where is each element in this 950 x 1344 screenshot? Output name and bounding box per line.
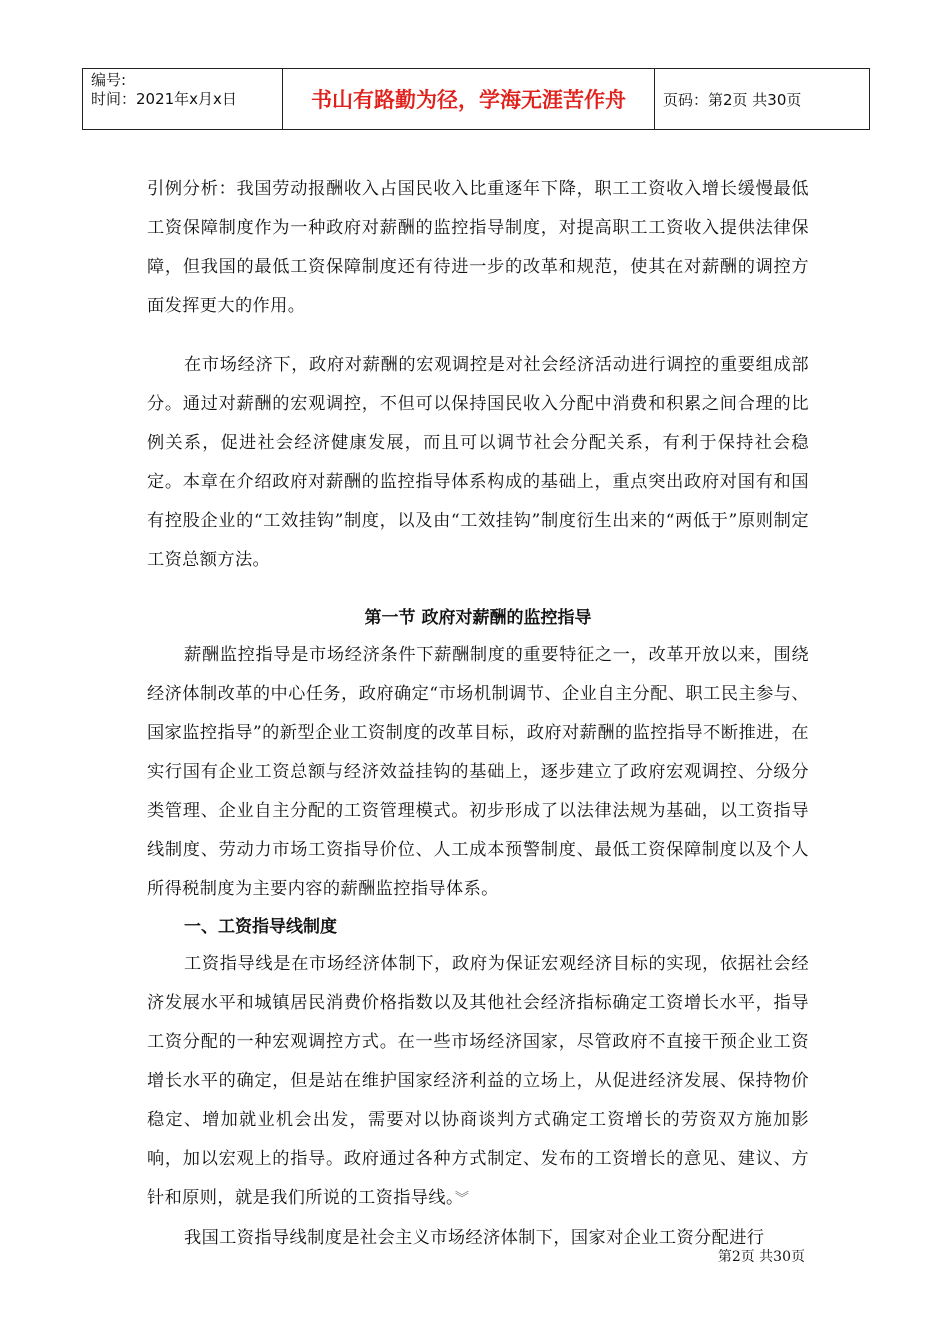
time-label: 时间：2021年x月x日 [91,90,237,108]
subsection-paragraph-1-text: 工资指导线是在市场经济体制下，政府为保证宏观经济目标的实现，依据社会经济发展水平和城镇居民消费价格指数以及其他社会经济指标确定工资增长水平，指导工资分配的一种宏观调控方式。在一些市场经济国家，尽管政府不直接干预企业工资增长水平的确定，但是站在维护国家经济利益的立场上，从促进经济发展、保持物价稳定、增加就业机会出发，需要对以协商谈判方式确定工资增长的劳资双方施加影响，加以宏观上的指导。政府通过各种方式制定、发布的工资增长的意见、建议、方针和原则，就是我们所说的工资指导线。 [147,954,809,1208]
section-paragraph: 薪酬监控指导是市场经济条件下薪酬制度的重要特征之一，改革开放以来，围绕经济体制改革的中心任务，政府确定“市场机制调节、企业自主分配、职工民主参与、国家监控指导”的新型企业工资制度的改革目标，政府对薪酬的监控指导不断推进，在实行国有企业工资总额与经济效益挂钩的基础上，逐步建立了政府宏观调控、分级分类管理、企业自主分配的工资管理模式。初步形成了以法律法规为基础，以工资指导线制度、劳动力市场工资指导价位、人工成本预警制度、最低工资保障制度以及个人所得税制度为主要内容的薪酬监控指导体系。 [147,645,809,899]
header-page-code: 页码：第2页 共30页 [663,90,802,109]
intro-paragraph: 在市场经济下，政府对薪酬的宏观调控是对社会经济活动进行调控的重要组成部分。通过对薪酬的宏观调控，不但可以保持国民收入分配中消费和积累之间合理的比例关系，促进社会经济健康发展，而且可以调节社会分配关系，有利于保持社会稳定。本章在介绍政府对薪酬的监控指导体系构成的基础上，重点突出政府对国有和国有控股企业的“工效挂钩”制度，以及由“工效挂钩”制度衍生出来的“两低于”原则制定工资总额方法。 [147,355,809,570]
section-title: 第一节 政府对薪酬的监控指导 [364,608,592,628]
subsection-paragraph-2: 我国工资指导线制度是社会主义市场经济体制下，国家对企业工资分配进行 [184,1228,765,1248]
document-body [147,170,809,1258]
subsection-paragraph-1 [147,945,809,1219]
page-footer: 第2页 共30页 [717,1249,805,1265]
header-motto: 书山有路勤为径，学海无涯苦作舟 [283,69,655,129]
header-table [82,68,870,130]
intro-analysis: 引例分析：我国劳动报酬收入占国民收入比重逐年下降，职工工资收入增长缓慢最低工资保障制度作为一种政府对薪酬的监控指导制度，对提高职工工资收入提供法律保障，但我国的最低工资保障制度还有待进一步的改革和规范，使其在对薪酬的调控方面发挥更大的作用。 [147,179,809,316]
chevron-mark-icon: ︾ [454,1191,470,1207]
header-meta [83,69,283,129]
subsection-title: 一、工资指导线制度 [184,917,337,937]
number-label: 编号: [91,71,127,89]
